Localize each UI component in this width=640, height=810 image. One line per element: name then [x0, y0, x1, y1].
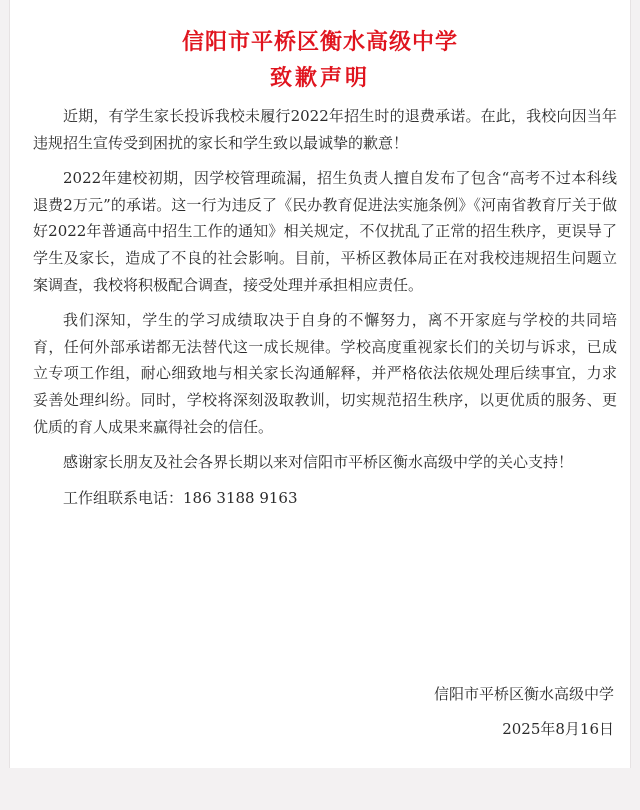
page-footer-band — [0, 768, 640, 810]
signature-date: 2025年8月16日 — [502, 720, 614, 738]
contact-phone-line: 工作组联系电话：186 3188 9163 — [63, 488, 298, 507]
signature-organization: 信阳市平桥区衡水高级中学 — [433, 685, 614, 703]
statement-body — [33, 103, 617, 520]
paragraph-commitment: 我们深知，学生的学习成绩取决于自身的不懈努力，离不开家庭与学校的共同培育，任何外部承诺都无法替代这一成长规律。学校高度重视家长们的关切与诉求，已成立专项工作组，耐心细致地与相关家长沟通解释，并严格依法依规处理后续事宜，力求妥善处理纠纷。同时，学校将深刻汲取教训，切实规范招生秩序，以更优质的服务、更优质的育人成果来赢得社会的信任。 — [33, 311, 617, 436]
school-name-heading: 信阳市平桥区衡水高级中学 — [181, 29, 458, 55]
paragraph-apology: 近期，有学生家长投诉我校未履行2022年招生时的退费承诺。在此，我校向因当年违规招生宣传受到困扰的家长和学生致以最诚挚的歉意！ — [33, 107, 617, 152]
paragraph-violation: 2022年建校初期，因学校管理疏漏，招生负责人擅自发布了包含“高考不过本科线退费2万元”的承诺。这一行为违反了《民办教育促进法实施条例》《河南省教育厅关于做好2022年普通高中招生工作的通知》相关规定，不仅扰乱了正常的招生秩序，更误导了学生及家长，造成了不良的社会影响。目前，平桥区教体局正在对我校违规招生问题立案调查，我校将积极配合调查，接受处理并承担相应责任。 — [33, 169, 617, 294]
apology-statement-title: 致歉声明 — [269, 65, 370, 91]
paragraph-thanks: 感谢家长朋友及社会各界长期以来对信阳市平桥区衡水高级中学的关心支持！ — [63, 453, 574, 472]
